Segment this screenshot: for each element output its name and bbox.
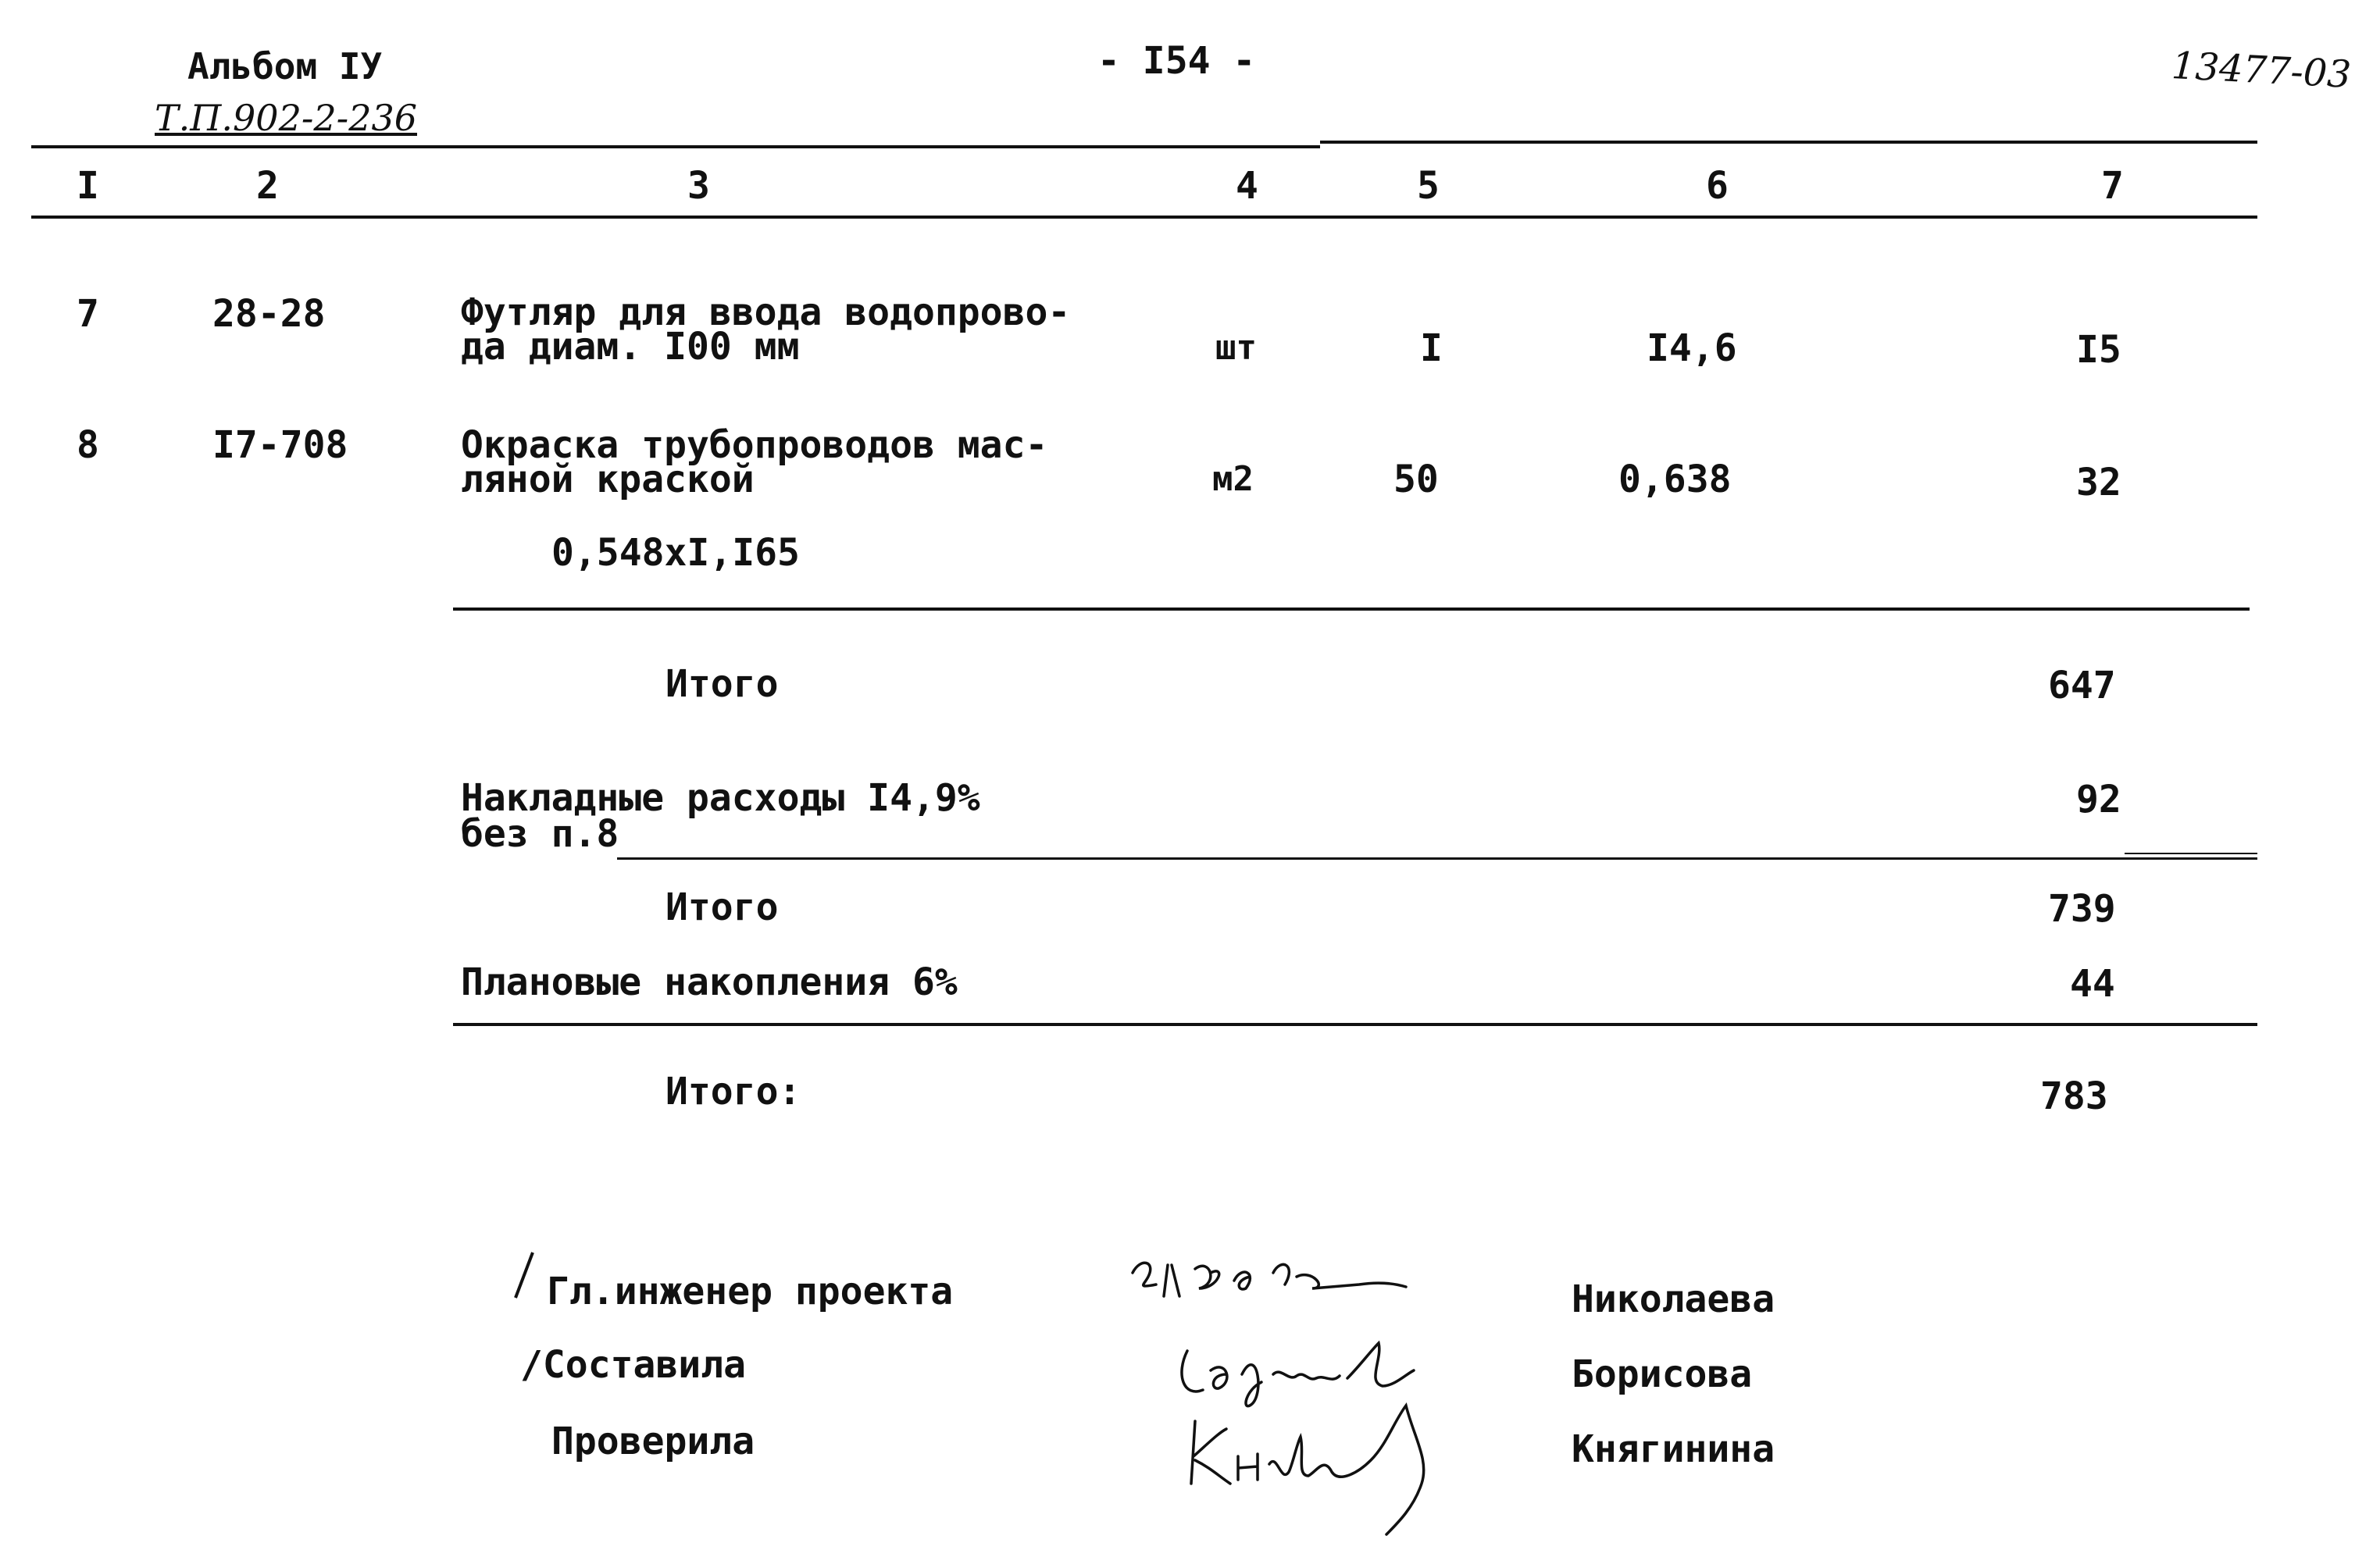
column-header-2: 2 [256,164,279,208]
subtotal-label: Итого [665,662,779,706]
column-header-5: 5 [1417,164,1440,208]
signature-handwriting [1125,1242,1414,1320]
row-quantity: 50 [1393,458,1439,501]
slash-mark [508,1249,539,1304]
signature-handwriting [1172,1398,1468,1538]
row-quantity: I [1420,326,1443,370]
signature-role: Гл.инженер проекта [547,1270,954,1313]
subtotal-value: 647 [2048,664,2116,707]
row-number: 7 [77,292,99,336]
items-end-rule [453,608,2250,611]
album-label: Альбом IУ [187,45,383,87]
row-unit: шт [1215,328,1257,368]
archive-number: 13477-03 [2170,44,2353,97]
row-description-line1: Футляр для ввода водопрово- [461,290,1071,334]
page-number: - I54 - [1097,39,1256,83]
top-rule-right [1320,141,2257,144]
planned-savings-label: Плановые накопления 6% [461,960,958,1004]
project-code: Т.П.902-2-236 [155,97,417,139]
signature-name: Борисова [1572,1352,1753,1396]
overhead-rule [617,857,2257,860]
row-number: 8 [77,423,99,467]
row-formula: 0,548xI,I65 [551,531,800,575]
row-description-line2: да диам. I00 мм [461,325,800,369]
overhead-value: 92 [2076,778,2121,821]
signature-role: /Составила [520,1343,746,1387]
column-header-3: 3 [687,164,710,208]
row-code: 28-28 [212,292,326,336]
column-header-4: 4 [1236,164,1258,208]
overhead-label-line2: без п.8 [461,812,619,856]
column-header-1: I [77,164,99,208]
row-total: 32 [2076,461,2121,504]
row-description-line1: Окраска трубопроводов мас- [461,423,1048,467]
signature-name: Княгинина [1572,1427,1775,1471]
row-unit-price: 0,638 [1618,458,1732,501]
total-label: Итого: [665,1070,801,1114]
savings-rule [453,1023,2257,1026]
subtotal-value: 739 [2048,887,2116,931]
planned-savings-value: 44 [2070,962,2115,1006]
row-description-line2: ляной краской [461,458,755,501]
total-value: 783 [2040,1074,2108,1118]
signature-name: Николаева [1572,1277,1775,1321]
row-total: I5 [2076,328,2121,372]
signature-role: Проверила [551,1420,755,1463]
column-header-rule [31,216,2257,219]
top-rule-left [31,145,1320,148]
column-header-6: 6 [1706,164,1729,208]
overhead-label-line1: Накладные расходы I4,9% [461,776,980,820]
column-header-7: 7 [2101,164,2124,208]
row-unit-price: I4,6 [1647,326,1737,370]
subtotal-label: Итого [665,885,779,929]
overhead-rule-tail [2125,853,2257,854]
row-code: I7-708 [212,423,348,467]
row-unit: м2 [1212,459,1254,499]
